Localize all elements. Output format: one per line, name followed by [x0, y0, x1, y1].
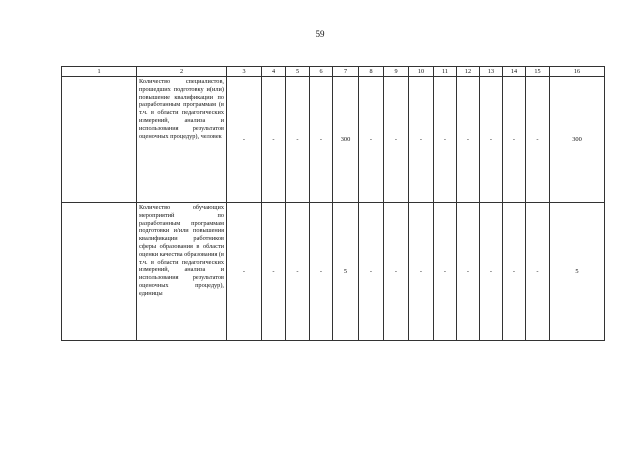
column-header: 5	[286, 67, 310, 77]
table-cell: -	[503, 203, 526, 341]
column-header: 6	[310, 67, 333, 77]
column-header: 2	[137, 67, 227, 77]
table-cell: -	[384, 203, 409, 341]
table-cell: -	[434, 203, 457, 341]
column-header: 7	[333, 67, 359, 77]
table-cell: -	[310, 77, 333, 203]
table-cell: 300	[333, 77, 359, 203]
table-cell: -	[359, 77, 384, 203]
table-cell: -	[409, 77, 434, 203]
table-cell: -	[409, 203, 434, 341]
table-cell: -	[503, 77, 526, 203]
indicators-table	[61, 66, 605, 341]
table-row	[62, 77, 605, 203]
column-header: 16	[550, 67, 605, 77]
table-cell: -	[457, 77, 480, 203]
column-header: 12	[457, 67, 480, 77]
table-cell: -	[359, 203, 384, 341]
column-header: 15	[526, 67, 550, 77]
table-cell: -	[384, 77, 409, 203]
table-cell: -	[457, 203, 480, 341]
table-cell: -	[286, 203, 310, 341]
column-header: 11	[434, 67, 457, 77]
table-cell: -	[262, 77, 286, 203]
table-cell: -	[286, 77, 310, 203]
table-cell: -	[480, 77, 503, 203]
column-header: 4	[262, 67, 286, 77]
column-header: 8	[359, 67, 384, 77]
column-header: 3	[227, 67, 262, 77]
table-cell: -	[526, 203, 550, 341]
table-row	[62, 203, 605, 341]
column-header: 9	[384, 67, 409, 77]
column-header: 1	[62, 67, 137, 77]
total-cell: 300	[550, 77, 605, 203]
page-number: 59	[315, 29, 325, 39]
table-cell: -	[434, 77, 457, 203]
table-cell: -	[262, 203, 286, 341]
table-cell	[62, 203, 137, 341]
total-cell: 5	[550, 203, 605, 341]
column-header: 14	[503, 67, 526, 77]
table-cell	[62, 77, 137, 203]
indicator-label: Количество специалистов, прошедших подготовку и(или) повышение квалификации по разработанным программам (в т.ч. в области педагогических измерений, анализа и использования результатов оценочных процедур), человек	[137, 77, 227, 203]
table-cell: -	[227, 203, 262, 341]
table-cell: -	[310, 203, 333, 341]
column-header: 10	[409, 67, 434, 77]
table-cell: -	[526, 77, 550, 203]
indicator-label: Количество обучающих мероприятий по разработанным программам подготовки и/или повышения квалификации работников сферы образования в области оценки качества образования (в т.ч. в области педагогических измерений, анализа и использования результатов оценочных процедур), единицы	[137, 203, 227, 341]
table-cell: -	[480, 203, 503, 341]
table-cell: 5	[333, 203, 359, 341]
column-header: 13	[480, 67, 503, 77]
table-cell: -	[227, 77, 262, 203]
column-number-row	[62, 67, 605, 77]
